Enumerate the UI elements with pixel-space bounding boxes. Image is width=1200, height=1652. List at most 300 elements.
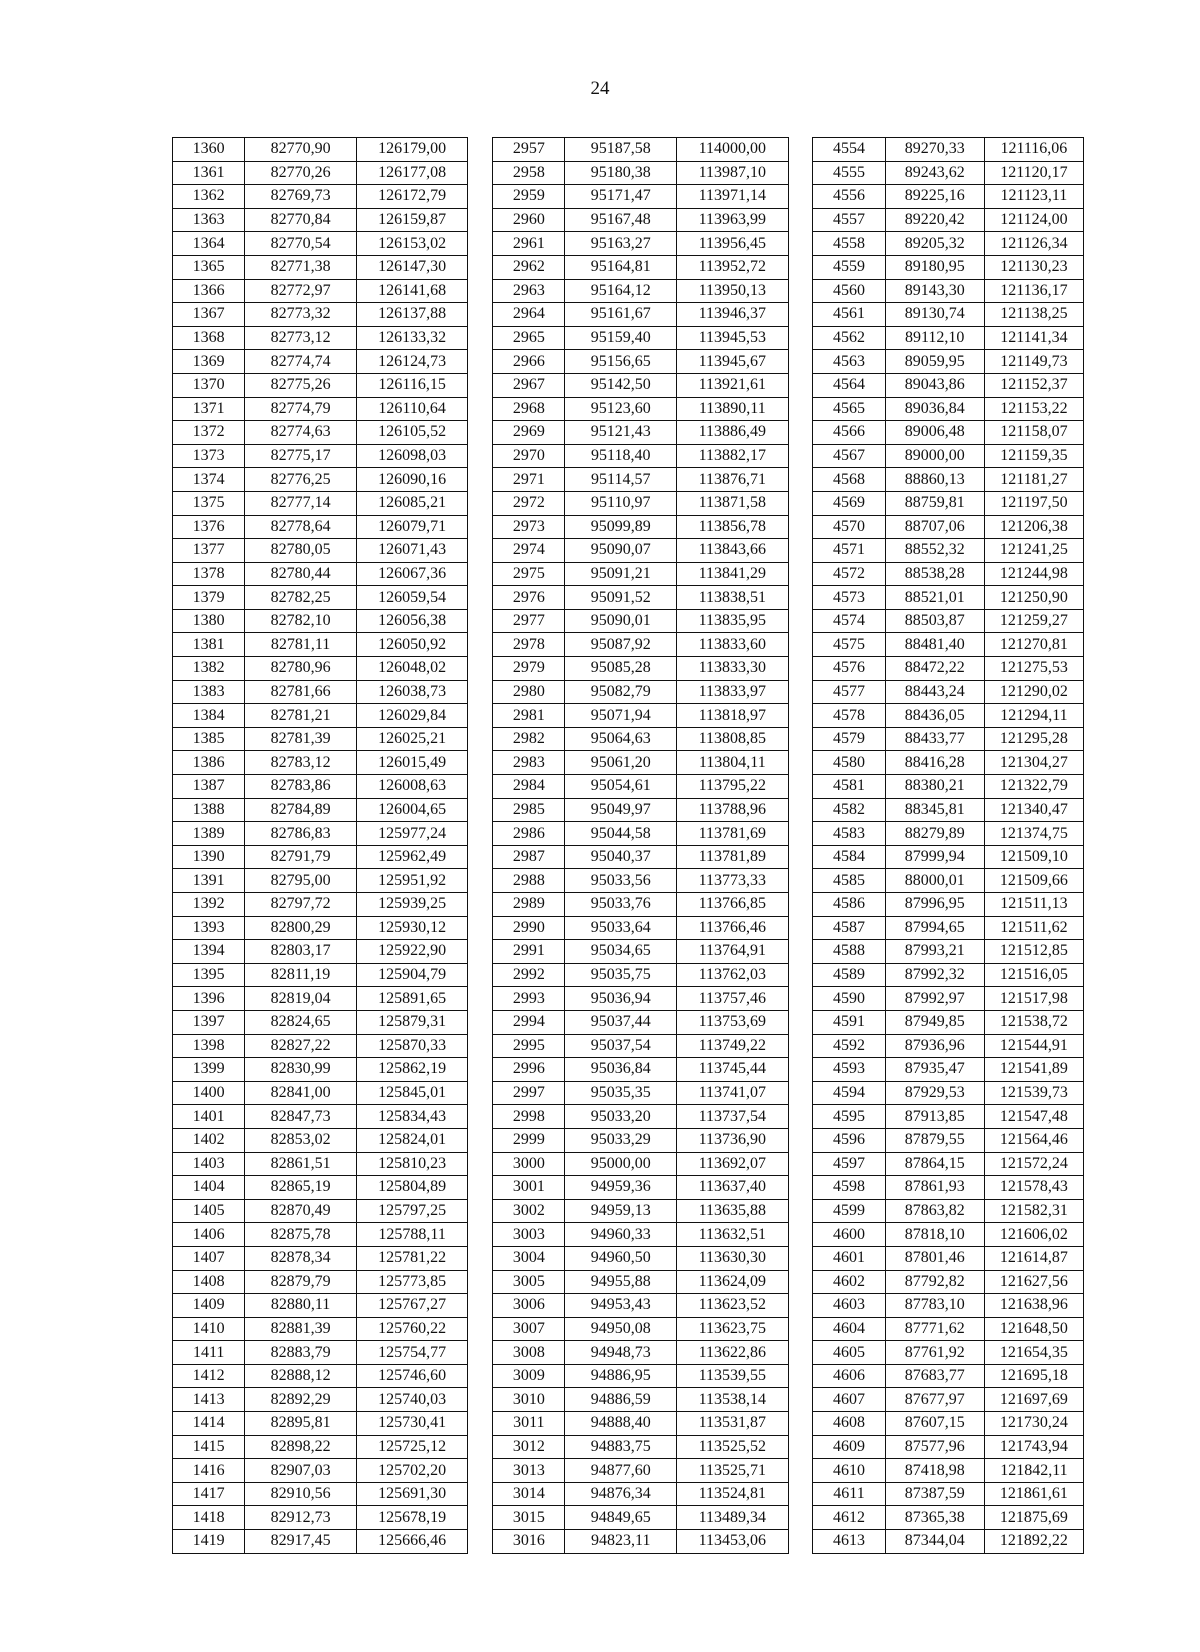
y-coordinate-cell: 121295,28 <box>984 727 1083 751</box>
table-row <box>173 185 1084 209</box>
point-number-cell: 4570 <box>813 515 885 539</box>
y-coordinate-cell: 126110,64 <box>356 397 468 421</box>
x-coordinate-cell: 87677,97 <box>885 1388 984 1412</box>
x-coordinate-cell: 95082,79 <box>565 680 677 704</box>
point-number-cell: 1367 <box>173 303 245 327</box>
point-number-cell: 4593 <box>813 1058 885 1082</box>
point-number-cell: 4565 <box>813 397 885 421</box>
column-gap <box>468 1506 493 1530</box>
y-coordinate-cell: 113525,52 <box>677 1435 789 1459</box>
column-gap <box>788 727 813 751</box>
x-coordinate-cell: 82778,64 <box>245 515 357 539</box>
y-coordinate-cell: 126179,00 <box>356 138 468 162</box>
y-coordinate-cell: 121158,07 <box>984 421 1083 445</box>
column-gap <box>468 609 493 633</box>
y-coordinate-cell: 125951,92 <box>356 869 468 893</box>
point-number-cell: 4599 <box>813 1199 885 1223</box>
y-coordinate-cell: 121638,96 <box>984 1294 1083 1318</box>
y-coordinate-cell: 121582,31 <box>984 1199 1083 1223</box>
y-coordinate-cell: 113766,46 <box>677 916 789 940</box>
column-gap <box>468 303 493 327</box>
column-gap <box>468 1482 493 1506</box>
column-gap <box>788 539 813 563</box>
point-number-cell: 2982 <box>493 727 565 751</box>
y-coordinate-cell: 121614,87 <box>984 1246 1083 1270</box>
column-gap <box>788 326 813 350</box>
x-coordinate-cell: 95061,20 <box>565 751 677 775</box>
x-coordinate-cell: 87949,85 <box>885 1010 984 1034</box>
table-row <box>173 1199 1084 1223</box>
y-coordinate-cell: 125824,01 <box>356 1128 468 1152</box>
y-coordinate-cell: 113876,71 <box>677 468 789 492</box>
point-number-cell: 2998 <box>493 1105 565 1129</box>
x-coordinate-cell: 87996,95 <box>885 893 984 917</box>
column-gap <box>788 1317 813 1341</box>
x-coordinate-cell: 88503,87 <box>885 609 984 633</box>
column-gap <box>788 657 813 681</box>
point-number-cell: 2984 <box>493 775 565 799</box>
y-coordinate-cell: 126048,02 <box>356 657 468 681</box>
table-row <box>173 704 1084 728</box>
column-gap <box>788 279 813 303</box>
point-number-cell: 2963 <box>493 279 565 303</box>
x-coordinate-cell: 95090,07 <box>565 539 677 563</box>
table-row <box>173 1081 1084 1105</box>
column-gap <box>468 680 493 704</box>
y-coordinate-cell: 113835,95 <box>677 609 789 633</box>
y-coordinate-cell: 125740,03 <box>356 1388 468 1412</box>
y-coordinate-cell: 126133,32 <box>356 326 468 350</box>
y-coordinate-cell: 113525,71 <box>677 1459 789 1483</box>
point-number-cell: 4557 <box>813 208 885 232</box>
y-coordinate-cell: 126153,02 <box>356 232 468 256</box>
point-number-cell: 2968 <box>493 397 565 421</box>
point-number-cell: 4555 <box>813 161 885 185</box>
point-number-cell: 4566 <box>813 421 885 445</box>
point-number-cell: 1369 <box>173 350 245 374</box>
column-gap <box>468 822 493 846</box>
point-number-cell: 4568 <box>813 468 885 492</box>
column-gap <box>788 609 813 633</box>
x-coordinate-cell: 95163,27 <box>565 232 677 256</box>
column-gap <box>468 963 493 987</box>
y-coordinate-cell: 113637,40 <box>677 1176 789 1200</box>
x-coordinate-cell: 87861,93 <box>885 1176 984 1200</box>
column-gap <box>468 775 493 799</box>
point-number-cell: 2966 <box>493 350 565 374</box>
point-number-cell: 1413 <box>173 1388 245 1412</box>
point-number-cell: 1372 <box>173 421 245 445</box>
column-gap <box>468 1058 493 1082</box>
column-gap <box>468 1435 493 1459</box>
y-coordinate-cell: 125930,12 <box>356 916 468 940</box>
x-coordinate-cell: 82819,04 <box>245 987 357 1011</box>
table-row <box>173 303 1084 327</box>
x-coordinate-cell: 82784,89 <box>245 798 357 822</box>
y-coordinate-cell: 121304,27 <box>984 751 1083 775</box>
y-coordinate-cell: 121517,98 <box>984 987 1083 1011</box>
column-gap <box>468 657 493 681</box>
y-coordinate-cell: 125834,43 <box>356 1105 468 1129</box>
y-coordinate-cell: 113766,85 <box>677 893 789 917</box>
y-coordinate-cell: 113632,51 <box>677 1223 789 1247</box>
table-row <box>173 940 1084 964</box>
x-coordinate-cell: 94877,60 <box>565 1459 677 1483</box>
x-coordinate-cell: 82861,51 <box>245 1152 357 1176</box>
column-gap <box>788 704 813 728</box>
x-coordinate-cell: 95159,40 <box>565 326 677 350</box>
point-number-cell: 4560 <box>813 279 885 303</box>
point-number-cell: 1418 <box>173 1506 245 1530</box>
y-coordinate-cell: 113963,99 <box>677 208 789 232</box>
y-coordinate-cell: 121138,25 <box>984 303 1083 327</box>
y-coordinate-cell: 121322,79 <box>984 775 1083 799</box>
y-coordinate-cell: 113818,97 <box>677 704 789 728</box>
x-coordinate-cell: 87792,82 <box>885 1270 984 1294</box>
x-coordinate-cell: 82853,02 <box>245 1128 357 1152</box>
x-coordinate-cell: 82774,63 <box>245 421 357 445</box>
x-coordinate-cell: 89180,95 <box>885 255 984 279</box>
point-number-cell: 2958 <box>493 161 565 185</box>
point-number-cell: 1409 <box>173 1294 245 1318</box>
point-number-cell: 2964 <box>493 303 565 327</box>
point-number-cell: 4598 <box>813 1176 885 1200</box>
column-gap <box>468 1270 493 1294</box>
column-gap <box>468 1412 493 1436</box>
point-number-cell: 2961 <box>493 232 565 256</box>
point-number-cell: 3015 <box>493 1506 565 1530</box>
column-gap <box>788 1364 813 1388</box>
column-gap <box>788 1459 813 1483</box>
table-row <box>173 1435 1084 1459</box>
table-row <box>173 1010 1084 1034</box>
y-coordinate-cell: 126085,21 <box>356 491 468 515</box>
point-number-cell: 1407 <box>173 1246 245 1270</box>
table-row <box>173 963 1084 987</box>
column-gap <box>468 1081 493 1105</box>
point-number-cell: 1412 <box>173 1364 245 1388</box>
x-coordinate-cell: 94886,95 <box>565 1364 677 1388</box>
y-coordinate-cell: 125870,33 <box>356 1034 468 1058</box>
y-coordinate-cell: 126159,87 <box>356 208 468 232</box>
y-coordinate-cell: 126025,21 <box>356 727 468 751</box>
x-coordinate-cell: 82774,79 <box>245 397 357 421</box>
y-coordinate-cell: 121516,05 <box>984 963 1083 987</box>
column-gap <box>468 940 493 964</box>
x-coordinate-cell: 89036,84 <box>885 397 984 421</box>
point-number-cell: 1379 <box>173 586 245 610</box>
column-gap <box>788 822 813 846</box>
point-number-cell: 1383 <box>173 680 245 704</box>
column-gap <box>468 1388 493 1412</box>
y-coordinate-cell: 125725,12 <box>356 1435 468 1459</box>
table-row <box>173 727 1084 751</box>
table-row <box>173 869 1084 893</box>
x-coordinate-cell: 82771,38 <box>245 255 357 279</box>
x-coordinate-cell: 95085,28 <box>565 657 677 681</box>
point-number-cell: 2996 <box>493 1058 565 1082</box>
column-gap <box>468 1530 493 1554</box>
x-coordinate-cell: 82910,56 <box>245 1482 357 1506</box>
column-gap <box>468 704 493 728</box>
column-gap <box>468 255 493 279</box>
column-gap <box>468 562 493 586</box>
point-number-cell: 2999 <box>493 1128 565 1152</box>
y-coordinate-cell: 125845,01 <box>356 1081 468 1105</box>
y-coordinate-cell: 113736,90 <box>677 1128 789 1152</box>
column-gap <box>788 1176 813 1200</box>
x-coordinate-cell: 82770,90 <box>245 138 357 162</box>
point-number-cell: 1401 <box>173 1105 245 1129</box>
y-coordinate-cell: 125879,31 <box>356 1010 468 1034</box>
y-coordinate-cell: 121130,23 <box>984 255 1083 279</box>
x-coordinate-cell: 95110,97 <box>565 491 677 515</box>
coordinates-table-body <box>173 138 1084 1554</box>
column-gap <box>468 421 493 445</box>
y-coordinate-cell: 126177,08 <box>356 161 468 185</box>
x-coordinate-cell: 95034,65 <box>565 940 677 964</box>
x-coordinate-cell: 82783,12 <box>245 751 357 775</box>
x-coordinate-cell: 82772,97 <box>245 279 357 303</box>
table-row <box>173 1482 1084 1506</box>
x-coordinate-cell: 87936,96 <box>885 1034 984 1058</box>
y-coordinate-cell: 113952,72 <box>677 255 789 279</box>
point-number-cell: 2987 <box>493 845 565 869</box>
point-number-cell: 4597 <box>813 1152 885 1176</box>
x-coordinate-cell: 88436,05 <box>885 704 984 728</box>
column-gap <box>788 1128 813 1152</box>
column-gap <box>468 373 493 397</box>
x-coordinate-cell: 87863,82 <box>885 1199 984 1223</box>
point-number-cell: 3004 <box>493 1246 565 1270</box>
x-coordinate-cell: 82780,44 <box>245 562 357 586</box>
point-number-cell: 1392 <box>173 893 245 917</box>
x-coordinate-cell: 88433,77 <box>885 727 984 751</box>
point-number-cell: 2993 <box>493 987 565 1011</box>
y-coordinate-cell: 121244,98 <box>984 562 1083 586</box>
column-gap <box>788 1435 813 1459</box>
column-gap <box>788 1010 813 1034</box>
x-coordinate-cell: 88000,01 <box>885 869 984 893</box>
x-coordinate-cell: 94948,73 <box>565 1341 677 1365</box>
y-coordinate-cell: 126067,36 <box>356 562 468 586</box>
x-coordinate-cell: 89225,16 <box>885 185 984 209</box>
x-coordinate-cell: 95164,12 <box>565 279 677 303</box>
column-gap <box>788 421 813 445</box>
column-gap <box>788 987 813 1011</box>
x-coordinate-cell: 95121,43 <box>565 421 677 445</box>
column-gap <box>468 1459 493 1483</box>
table-row <box>173 373 1084 397</box>
table-row <box>173 1341 1084 1365</box>
point-number-cell: 1390 <box>173 845 245 869</box>
x-coordinate-cell: 82781,66 <box>245 680 357 704</box>
column-gap <box>788 1341 813 1365</box>
x-coordinate-cell: 82769,73 <box>245 185 357 209</box>
y-coordinate-cell: 125962,49 <box>356 845 468 869</box>
y-coordinate-cell: 113833,30 <box>677 657 789 681</box>
x-coordinate-cell: 88707,06 <box>885 515 984 539</box>
x-coordinate-cell: 87683,77 <box>885 1364 984 1388</box>
y-coordinate-cell: 121153,22 <box>984 397 1083 421</box>
point-number-cell: 1360 <box>173 138 245 162</box>
y-coordinate-cell: 126105,52 <box>356 421 468 445</box>
column-gap <box>788 1246 813 1270</box>
table-row <box>173 609 1084 633</box>
y-coordinate-cell: 113886,49 <box>677 421 789 445</box>
column-gap <box>788 1506 813 1530</box>
point-number-cell: 4601 <box>813 1246 885 1270</box>
column-gap <box>788 1199 813 1223</box>
column-gap <box>788 963 813 987</box>
column-gap <box>788 893 813 917</box>
x-coordinate-cell: 94955,88 <box>565 1270 677 1294</box>
x-coordinate-cell: 82795,00 <box>245 869 357 893</box>
y-coordinate-cell: 113921,61 <box>677 373 789 397</box>
point-number-cell: 1417 <box>173 1482 245 1506</box>
y-coordinate-cell: 113538,14 <box>677 1388 789 1412</box>
y-coordinate-cell: 125810,23 <box>356 1152 468 1176</box>
column-gap <box>788 208 813 232</box>
x-coordinate-cell: 82888,12 <box>245 1364 357 1388</box>
table-row <box>173 916 1084 940</box>
x-coordinate-cell: 87913,85 <box>885 1105 984 1129</box>
column-gap <box>468 1010 493 1034</box>
y-coordinate-cell: 126050,92 <box>356 633 468 657</box>
point-number-cell: 2965 <box>493 326 565 350</box>
column-gap <box>788 161 813 185</box>
column-gap <box>468 1034 493 1058</box>
column-gap <box>788 185 813 209</box>
y-coordinate-cell: 113838,51 <box>677 586 789 610</box>
point-number-cell: 2995 <box>493 1034 565 1058</box>
point-number-cell: 2962 <box>493 255 565 279</box>
x-coordinate-cell: 88279,89 <box>885 822 984 846</box>
x-coordinate-cell: 95033,56 <box>565 869 677 893</box>
table-row <box>173 1364 1084 1388</box>
x-coordinate-cell: 87783,10 <box>885 1294 984 1318</box>
point-number-cell: 1370 <box>173 373 245 397</box>
column-gap <box>788 1223 813 1247</box>
x-coordinate-cell: 88472,22 <box>885 657 984 681</box>
y-coordinate-cell: 121564,46 <box>984 1128 1083 1152</box>
table-row <box>173 350 1084 374</box>
x-coordinate-cell: 82782,25 <box>245 586 357 610</box>
point-number-cell: 1403 <box>173 1152 245 1176</box>
table-row <box>173 845 1084 869</box>
y-coordinate-cell: 126079,71 <box>356 515 468 539</box>
table-row <box>173 1152 1084 1176</box>
y-coordinate-cell: 126098,03 <box>356 444 468 468</box>
column-gap <box>788 586 813 610</box>
column-gap <box>788 916 813 940</box>
x-coordinate-cell: 94960,33 <box>565 1223 677 1247</box>
x-coordinate-cell: 82879,79 <box>245 1270 357 1294</box>
y-coordinate-cell: 113795,22 <box>677 775 789 799</box>
table-row <box>173 1412 1084 1436</box>
y-coordinate-cell: 113741,07 <box>677 1081 789 1105</box>
point-number-cell: 2989 <box>493 893 565 917</box>
table-row <box>173 468 1084 492</box>
x-coordinate-cell: 95071,94 <box>565 704 677 728</box>
y-coordinate-cell: 113762,03 <box>677 963 789 987</box>
x-coordinate-cell: 82878,34 <box>245 1246 357 1270</box>
x-coordinate-cell: 82892,29 <box>245 1388 357 1412</box>
y-coordinate-cell: 126004,65 <box>356 798 468 822</box>
y-coordinate-cell: 113630,30 <box>677 1246 789 1270</box>
y-coordinate-cell: 113635,88 <box>677 1199 789 1223</box>
column-gap <box>468 161 493 185</box>
point-number-cell: 2980 <box>493 680 565 704</box>
table-row <box>173 562 1084 586</box>
x-coordinate-cell: 82912,73 <box>245 1506 357 1530</box>
y-coordinate-cell: 121116,06 <box>984 138 1083 162</box>
point-number-cell: 4578 <box>813 704 885 728</box>
x-coordinate-cell: 82841,00 <box>245 1081 357 1105</box>
table-row <box>173 1317 1084 1341</box>
column-gap <box>788 303 813 327</box>
column-gap <box>468 1176 493 1200</box>
column-gap <box>788 1412 813 1436</box>
column-gap <box>788 775 813 799</box>
x-coordinate-cell: 95087,92 <box>565 633 677 657</box>
x-coordinate-cell: 87993,21 <box>885 940 984 964</box>
point-number-cell: 4606 <box>813 1364 885 1388</box>
column-gap <box>468 869 493 893</box>
y-coordinate-cell: 121842,11 <box>984 1459 1083 1483</box>
x-coordinate-cell: 89112,10 <box>885 326 984 350</box>
point-number-cell: 3013 <box>493 1459 565 1483</box>
table-row <box>173 1530 1084 1554</box>
point-number-cell: 1397 <box>173 1010 245 1034</box>
y-coordinate-cell: 113489,34 <box>677 1506 789 1530</box>
column-gap <box>788 397 813 421</box>
column-gap <box>788 468 813 492</box>
point-number-cell: 3011 <box>493 1412 565 1436</box>
x-coordinate-cell: 82830,99 <box>245 1058 357 1082</box>
table-row <box>173 326 1084 350</box>
y-coordinate-cell: 125773,85 <box>356 1270 468 1294</box>
x-coordinate-cell: 82875,78 <box>245 1223 357 1247</box>
point-number-cell: 1408 <box>173 1270 245 1294</box>
table-row <box>173 1270 1084 1294</box>
y-coordinate-cell: 113788,96 <box>677 798 789 822</box>
x-coordinate-cell: 88552,32 <box>885 539 984 563</box>
x-coordinate-cell: 95064,63 <box>565 727 677 751</box>
x-coordinate-cell: 89270,33 <box>885 138 984 162</box>
point-number-cell: 1389 <box>173 822 245 846</box>
y-coordinate-cell: 121197,50 <box>984 491 1083 515</box>
column-gap <box>468 1317 493 1341</box>
x-coordinate-cell: 95000,00 <box>565 1152 677 1176</box>
point-number-cell: 4607 <box>813 1388 885 1412</box>
column-gap <box>468 633 493 657</box>
point-number-cell: 1381 <box>173 633 245 657</box>
y-coordinate-cell: 121120,17 <box>984 161 1083 185</box>
column-gap <box>468 1199 493 1223</box>
y-coordinate-cell: 121730,24 <box>984 1412 1083 1436</box>
x-coordinate-cell: 82774,74 <box>245 350 357 374</box>
point-number-cell: 4587 <box>813 916 885 940</box>
y-coordinate-cell: 113804,11 <box>677 751 789 775</box>
x-coordinate-cell: 87607,15 <box>885 1412 984 1436</box>
column-gap <box>788 515 813 539</box>
y-coordinate-cell: 121141,34 <box>984 326 1083 350</box>
x-coordinate-cell: 94823,11 <box>565 1530 677 1554</box>
x-coordinate-cell: 94959,36 <box>565 1176 677 1200</box>
point-number-cell: 1400 <box>173 1081 245 1105</box>
x-coordinate-cell: 95099,89 <box>565 515 677 539</box>
